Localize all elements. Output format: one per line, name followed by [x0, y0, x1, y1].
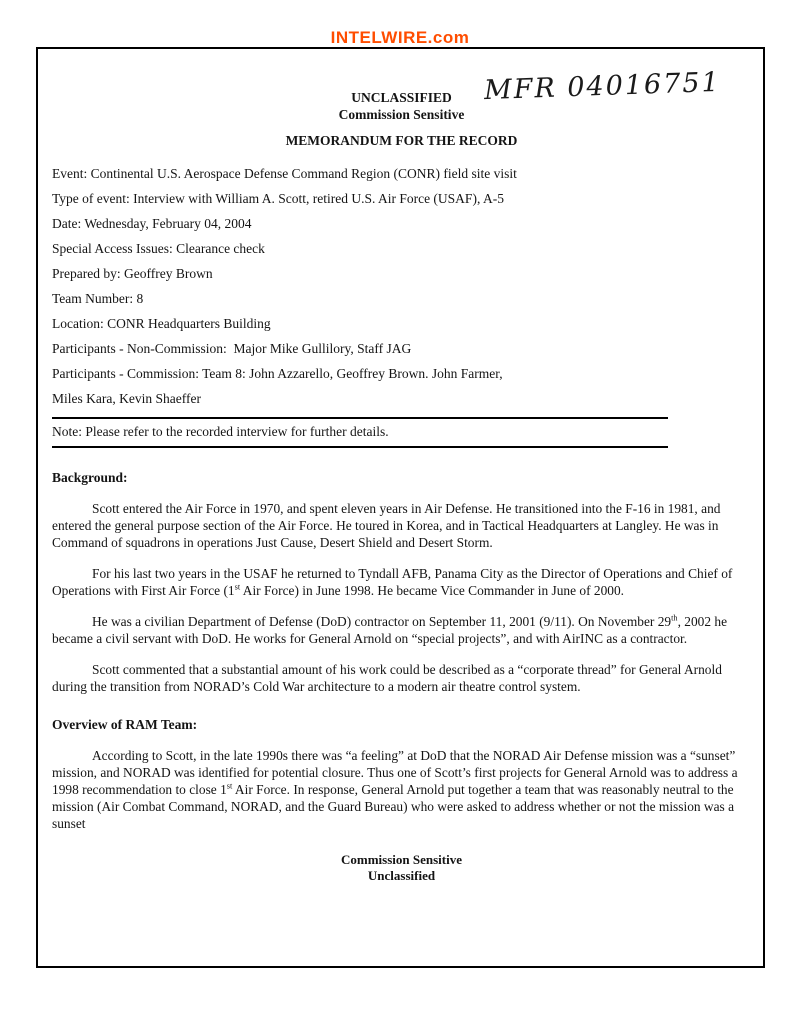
document-frame: [36, 47, 765, 968]
paragraph-ram-team-1: According to Scott, in the late 1990s there was “a feeling” at DoD that the NORAD Air Defense mission was a “sunset” mission, and NORAD was identified for potential closure. Thus one of Scott’s first projects for General Arnold was to address a 1998 recommendation to close 1st Air Force. In response, General Arnold put together a team that was reasonably neutral to the mission (Air Combat Command, NORAD, and the Guard Bureau) who were asked to address whether or not the mission was a sunset: [52, 748, 738, 831]
field-team-number: Team Number: 8: [52, 291, 144, 306]
section-ram-team: [52, 717, 751, 832]
sensitivity-header: Commission Sensitive: [338, 107, 465, 122]
handwritten-mfr-number: MFR 04016751: [483, 66, 722, 107]
field-participants-commission: Participants - Commission: Team 8: John Azzarello, Geoffrey Brown. John Farmer,: [52, 366, 503, 381]
footer-classification: Unclassified: [367, 868, 436, 883]
classification-header: UNCLASSIFIED: [351, 90, 452, 105]
field-participants-commission-continued: Miles Kara, Kevin Shaeffer: [52, 391, 201, 406]
memo-title: MEMORANDUM FOR THE RECORD: [285, 133, 518, 148]
field-event: Event: Continental U.S. Aerospace Defense Command Region (CONR) field site visit: [52, 166, 517, 181]
paragraph-background-3: He was a civilian Department of Defense (DoD) contractor on September 11, 2001 (9/11). On November 29th, 2002 he became a civil servant with DoD. He works for General Arnold on “special projects”, and with AirINC as a contractor.: [52, 613, 728, 646]
metadata-fields: [52, 161, 751, 411]
field-special-access-issues: Special Access Issues: Clearance check: [52, 241, 265, 256]
document-footer: [52, 852, 751, 884]
paragraph-background-1: Scott entered the Air Force in 1970, and spent eleven years in Air Defense. He transitioned into the F-16 in 1981, and entered the general purpose section of the Air Force. He toured in Korea, and in Tactical Headquarters at Langley. He was in Command of squadrons in operations Just Cause, Desert Shield and Desert Storm.: [52, 501, 721, 550]
paragraph-background-2: For his last two years in the USAF he returned to Tyndall AFB, Panama City as the Director of Operations and Chief of Operations with First Air Force (1st Air Force) in June 1998. He became Vice Commander in June of 2000.: [52, 566, 733, 598]
intelwire-watermark: INTELWIRE.com: [330, 28, 470, 47]
field-type-of-event: Type of event: Interview with William A. Scott, retired U.S. Air Force (USAF), A-5: [52, 191, 504, 206]
footer-sensitivity: Commission Sensitive: [341, 852, 462, 867]
field-prepared-by: Prepared by: Geoffrey Brown: [52, 266, 213, 281]
paragraph-background-4: Scott commented that a substantial amount of his work could be described as a “corporate thread” for General Arnold during the transition from NORAD’s Cold War architecture to a modern air theatre control system.: [52, 662, 722, 694]
note-line: Note: Please refer to the recorded interview for further details.: [52, 424, 389, 439]
section-background: [52, 470, 751, 695]
section-heading-ram-team: Overview of RAM Team:: [52, 717, 198, 732]
field-date: Date: Wednesday, February 04, 2004: [52, 216, 252, 231]
section-heading-background: Background:: [52, 470, 128, 485]
divider-line-bottom: [52, 446, 668, 448]
field-participants-non-commission: Participants - Non-Commission: Major Mike Gullilory, Staff JAG: [52, 341, 412, 356]
field-location: Location: CONR Headquarters Building: [52, 316, 271, 331]
